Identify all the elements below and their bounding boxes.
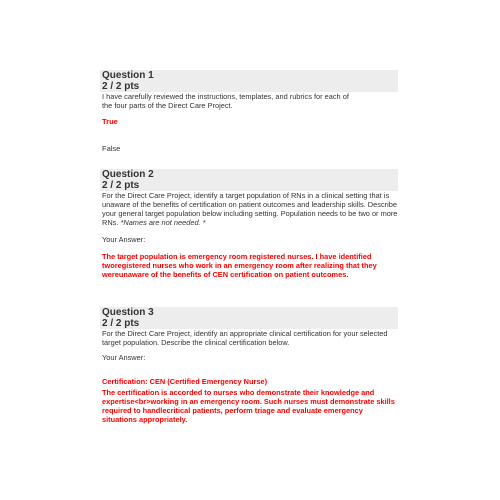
- question-1-text-line2: the four parts of the Direct Care Project.: [102, 101, 233, 110]
- question-3-header: [100, 307, 398, 329]
- question-3: [100, 307, 398, 347]
- question-2: [100, 169, 398, 227]
- question-2-points: 2 / 2 pts: [102, 180, 140, 191]
- question-2-answer: The target population is emergency room registered nurses. I have identified tworegistered nurses who work in an emergency room after realizing that they wereunaware of the benefits of CEN certification on patient outcomes.: [102, 252, 377, 279]
- question-2-text-main: For the Direct Care Project, identify a target population of RNs in a clinical setting that is unaware of the benefits of certification on patient outcomes and leadership skills. Describe your general target population below including setting. Population needs to be two or more RNs.: [102, 191, 398, 227]
- option-false[interactable]: False: [102, 144, 121, 153]
- question-2-your-answer-label: Your Answer:: [102, 235, 146, 244]
- question-2-text-note: *Names are not needed. *: [120, 218, 206, 227]
- question-3-text: For the Direct Care Project, identify an appropriate clinical certification for your selected target population. Describe the clinical certification below.: [102, 329, 388, 347]
- option-true[interactable]: True: [102, 117, 118, 126]
- question-3-answer-heading: Certification: CEN (Certified Emergency Nurse): [102, 377, 268, 386]
- question-2-text: [100, 191, 398, 227]
- question-1-text-line1: I have carefully reviewed the instructions, templates, and rubrics for each of: [102, 92, 349, 101]
- question-3-answer-body: The certification is accorded to nurses who demonstrate their knowledge and expertise<br>working in an emergency room. Such nurses must demonstrate skills required to handlecritical patients, perform triage and evaluate emergency situations appropriately.: [102, 388, 395, 424]
- question-3-your-answer-label: Your Answer:: [102, 353, 146, 362]
- question-3-title: Question 3: [102, 307, 154, 318]
- question-2-header: [100, 169, 398, 191]
- question-1-points: 2 / 2 pts: [102, 81, 140, 92]
- question-2-title: Question 2: [102, 169, 154, 180]
- question-1-title: Question 1: [102, 70, 154, 81]
- question-1: [100, 70, 398, 110]
- question-3-points: 2 / 2 pts: [102, 318, 140, 329]
- question-1-header: [100, 70, 398, 92]
